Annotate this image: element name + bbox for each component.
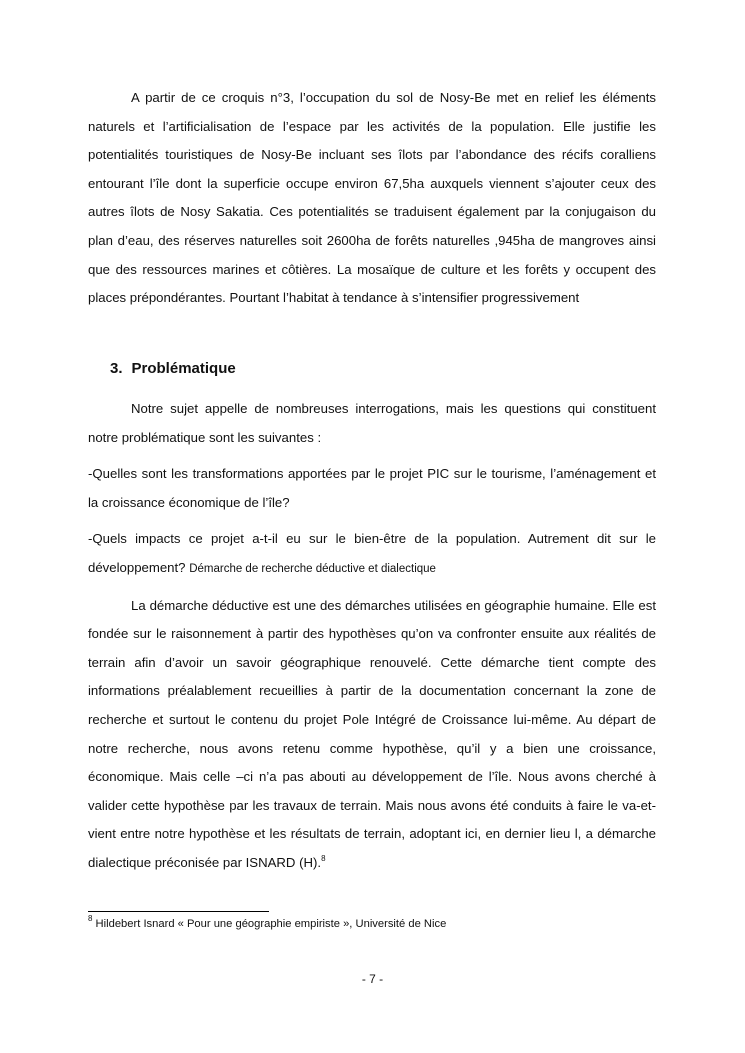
paragraph-demarche (88, 592, 656, 878)
page-body-lower (88, 395, 656, 878)
footnote (88, 914, 447, 930)
question-one: -Quelles sont les transformations apportées par le projet PIC sur le tourisme, l’aménagement et la croissance économique de l’île? (88, 466, 656, 510)
paragraph-problematique: Notre sujet appelle de nombreuses interrogations, mais les questions qui constituent notre problématique sont les suivantes : (88, 401, 656, 445)
question-two (88, 525, 656, 583)
footnote-marker: 8 (88, 914, 93, 923)
page-body (88, 84, 656, 313)
paragraph-occupation: A partir de ce croquis n°3, l’occupation du sol de Nosy-Be met en relief les éléments naturels et l’artificialisation de l’espace par les activités de la population. Elle justifie les potentialités touristiques de Nosy-Be incluant ses îlots par l’abondance des récifs coralliens entourant l’île dont la superficie occupe environ 67,5ha auxquels viennent s’ajouter ceux des autres îlots de Nosy Sakatia. Ces potentialités se traduisent également par la conjugaison du plan d’eau, des réserves naturelles soit 2600ha de forêts naturelles ,945ha de mangroves ainsi que des ressources marines et côtières. La mosaïque de culture et les forêts y occupent des places prépondérantes. Pourtant l’habitat à tendance à s’intensifier progressivement (88, 90, 656, 306)
method-subheading: Démarche de recherche déductive et dialectique (189, 562, 436, 575)
section-heading (110, 360, 236, 377)
question-two-text: -Quels impacts ce projet a-t-il eu sur le bien-être de la population. Autrement dit sur le développement? (88, 531, 656, 575)
section-number: 3. (110, 360, 123, 377)
section-title: Problématique (131, 360, 236, 377)
page-number: - 7 - (361, 972, 384, 986)
paragraph-demarche-text: La démarche déductive est une des démarches utilisées en géographie humaine. Elle est fondée sur le raisonnement à partir des hypothèses qu’on va confronter ensuite aux réalités de terrain afin d’avoir un savoir géographique renouvelé. Cette démarche tient compte des informations préalablement recueillies à partir de la documentation concernant la zone de recherche et surtout le contenu du projet Pole Intégré de Croissance lui-même. Au départ de notre recherche, nous avons retenu comme hypothèse, qu’il y a bien une croissance, économique. Mais celle –ci n’a pas abouti au développement de l’île. Nous avons cherché à valider cette hypothèse par les travaux de terrain. Mais nous avons été conduits à faire le va-et-vient entre notre hypothèse et les résultats de terrain, adoptant ici, en dernier lieu l, a démarche dialectique préconisée par ISNARD (H). (88, 597, 656, 870)
footnote-text: Hildebert Isnard « Pour une géographie empiriste », Université de Nice (92, 918, 447, 930)
footnote-divider (88, 911, 269, 912)
footnote-ref[interactable]: 8 (321, 853, 326, 863)
